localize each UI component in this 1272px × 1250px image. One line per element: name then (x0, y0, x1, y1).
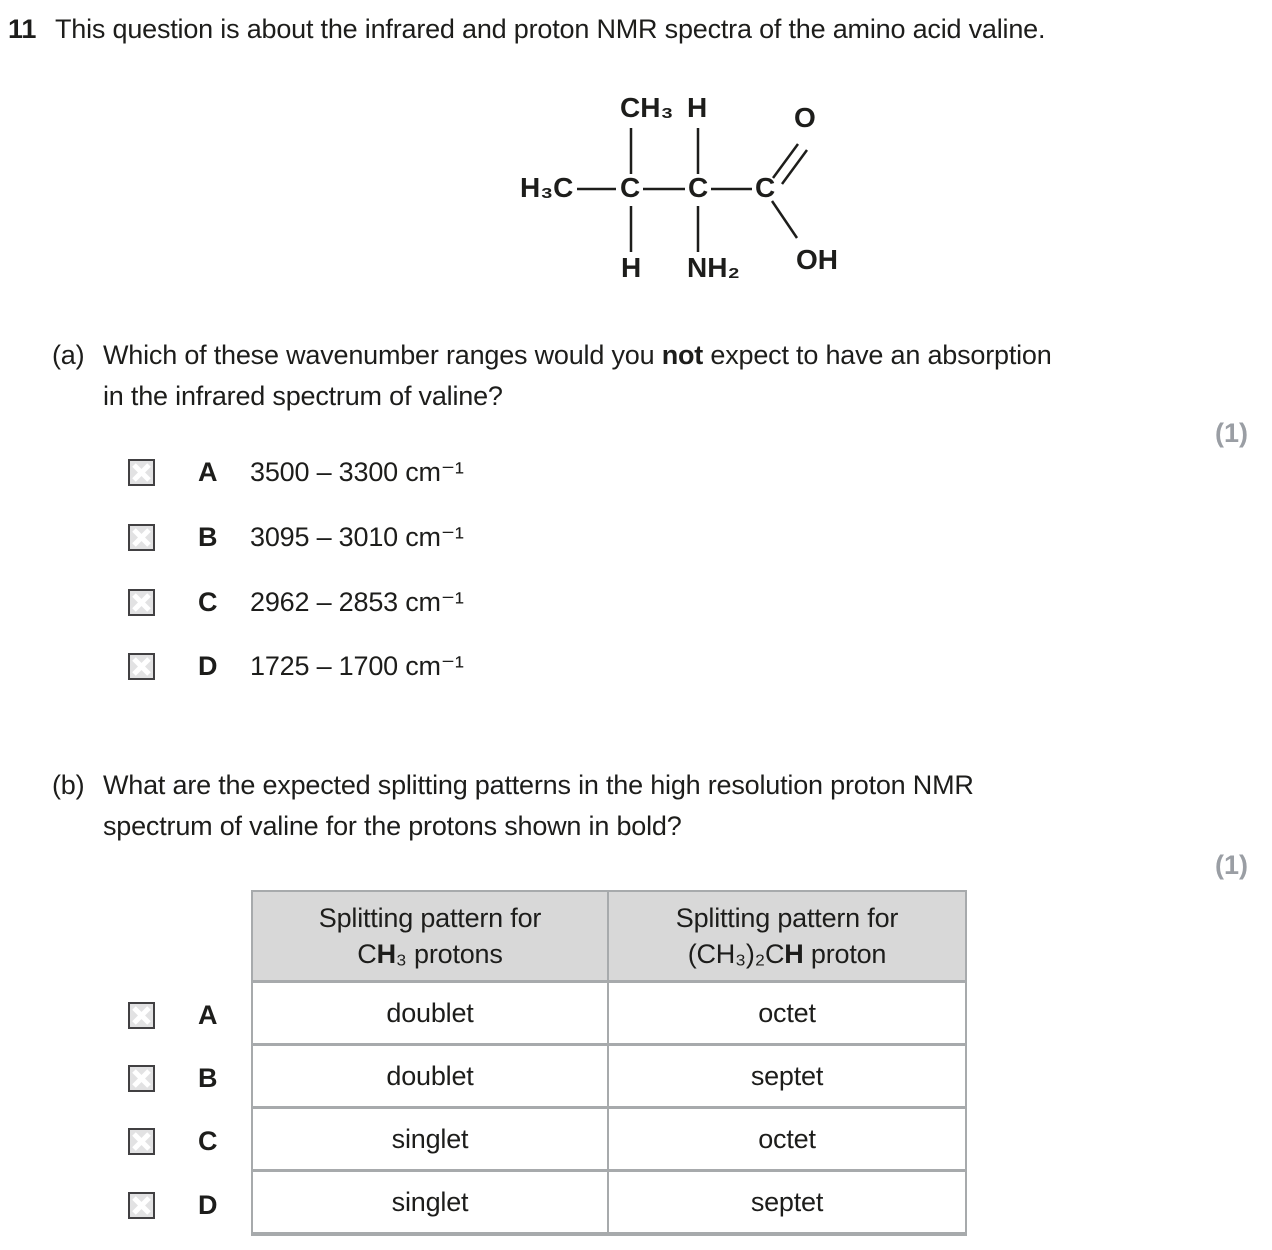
question-title: This question is about the infrared and proton NMR spectra of the amino acid valine. (55, 14, 1046, 44)
atom-label-ch3-top: CH₃ (620, 92, 674, 123)
option-letter-d: D (198, 650, 218, 681)
part-a-marks-badge: (1) (1215, 418, 1248, 448)
option-row-c (128, 586, 464, 618)
table-row-a (253, 980, 965, 1043)
atom-label-h3c: H₃C (520, 172, 574, 203)
option-checkbox-b[interactable] (128, 524, 155, 551)
table-header2-formula-pre: (CH₃)₂C (687, 939, 785, 969)
splitting-table (251, 890, 967, 1236)
row-letter-a: A (198, 999, 218, 1030)
table-header-row (253, 892, 965, 980)
row-checkbox-b[interactable] (128, 1065, 155, 1092)
table-header-cell-ch3 (253, 892, 609, 980)
row-checkbox-c[interactable] (128, 1128, 155, 1155)
table-select-row-b (128, 1061, 218, 1095)
table-select-row-d (128, 1188, 218, 1222)
part-a-label: (a) (52, 340, 85, 370)
part-b-label: (b) (52, 770, 85, 800)
table-cell-c-col2: octet (758, 1123, 816, 1154)
table-cell-c-col1: singlet (253, 1109, 609, 1169)
table-header2-formula-post: proton (803, 939, 887, 969)
table-select-row-a (128, 998, 218, 1032)
option-checkbox-c[interactable] (128, 589, 155, 616)
table-header1-line1: Splitting pattern for (318, 903, 542, 933)
atom-label-o: O (794, 102, 816, 133)
atom-label-c2: C (688, 172, 709, 203)
part-a-stem-line1 (103, 340, 1052, 371)
table-header2-line1: Splitting pattern for (675, 903, 899, 933)
option-row-d (128, 650, 464, 682)
option-text-d: 1725 – 1700 cm⁻¹ (250, 650, 464, 681)
molecule-diagram (480, 80, 910, 315)
table-cell-d-col1: singlet (253, 1172, 609, 1232)
table-header1-formula-post: ₃ protons (395, 939, 503, 969)
atom-label-c3: C (755, 172, 776, 203)
part-a-stem-pre: Which of these wavenumber ranges would you (103, 340, 662, 370)
table-header1-formula-bold: H (376, 939, 396, 969)
table-cell-d-col2: septet (750, 1186, 824, 1217)
table-header1-formula-pre: C (357, 939, 377, 969)
table-header-cell-ch (609, 892, 965, 980)
row-checkbox-d[interactable] (128, 1192, 155, 1219)
part-b-stem-line2: spectrum of valine for the protons shown in bold? (103, 811, 682, 841)
table-cell-a-col2: octet (758, 997, 816, 1028)
option-checkbox-d[interactable] (128, 653, 155, 680)
table-row-c (253, 1106, 965, 1169)
table-header2-formula-bold: H (784, 939, 804, 969)
part-b-marks-badge: (1) (1215, 850, 1248, 880)
table-cell-b-col1: doublet (253, 1046, 609, 1106)
option-letter-b: B (198, 521, 218, 552)
row-letter-b: B (198, 1062, 218, 1093)
part-b-stem-line1: What are the expected splitting patterns in the high resolution proton NMR (103, 770, 974, 800)
table-select-row-c (128, 1124, 218, 1158)
part-a-stem-line2: in the infrared spectrum of valine? (103, 381, 503, 411)
table-row-b (253, 1043, 965, 1106)
atom-label-h-top: H (687, 92, 708, 123)
option-letter-c: C (198, 586, 218, 617)
option-row-a (128, 456, 464, 488)
option-letter-a: A (198, 456, 218, 487)
option-row-b (128, 521, 464, 553)
row-letter-c: C (198, 1125, 218, 1156)
row-checkbox-a[interactable] (128, 1002, 155, 1029)
option-text-c: 2962 – 2853 cm⁻¹ (250, 586, 464, 617)
option-text-a: 3500 – 3300 cm⁻¹ (250, 456, 464, 487)
option-checkbox-a[interactable] (128, 459, 155, 486)
atom-label-nh2: NH₂ (687, 252, 740, 283)
table-row-d (253, 1169, 965, 1232)
part-a-stem-post: expect to have an absorption (703, 340, 1052, 370)
question-number: 11 (8, 14, 37, 44)
table-cell-b-col2: septet (750, 1060, 824, 1091)
atom-label-c1: C (620, 172, 641, 203)
table-cell-a-col1: doublet (253, 983, 609, 1043)
option-text-b: 3095 – 3010 cm⁻¹ (250, 521, 464, 552)
part-a-stem-bold: not (661, 340, 704, 370)
atom-label-h-bottom: H (621, 252, 642, 283)
row-letter-d: D (198, 1189, 218, 1220)
atom-label-oh: OH (796, 244, 838, 275)
